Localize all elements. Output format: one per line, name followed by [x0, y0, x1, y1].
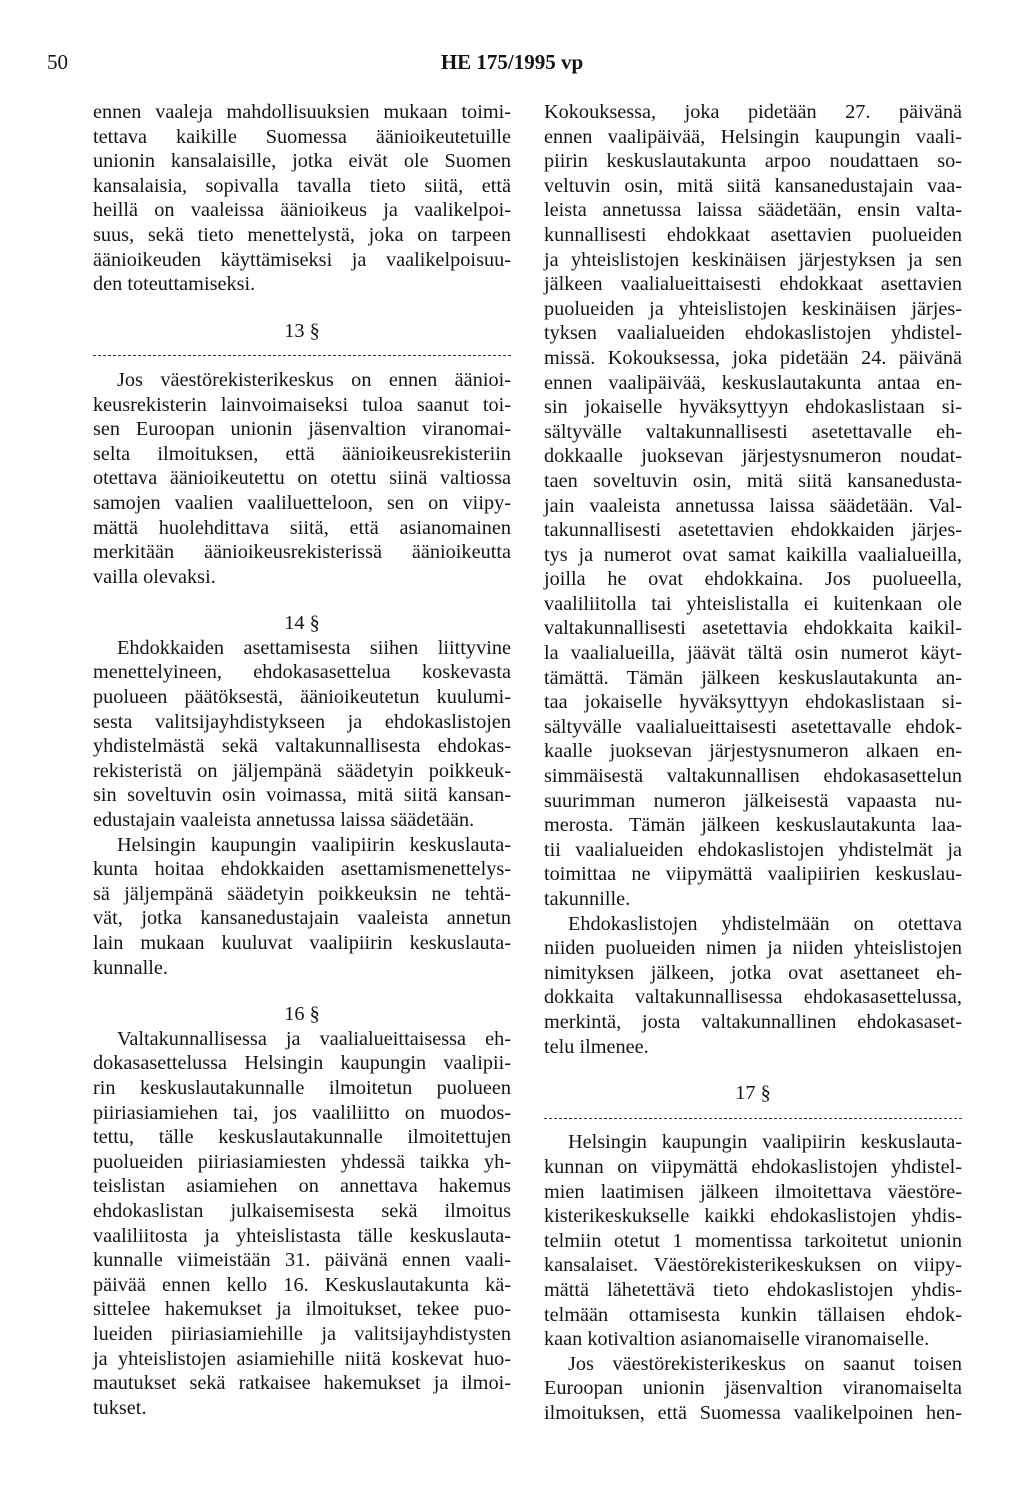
section-14-paragraph-1 — [93, 636, 511, 833]
section-17-heading: 17 § — [735, 1082, 771, 1105]
text-line: telu ilmenee. — [544, 1035, 649, 1058]
text-line: kisterikeskukselle kaikki ehdokaslistojen yhdis- — [544, 1205, 962, 1228]
text-line: tii vaalialueiden ehdokaslistojen yhdistelmät ja — [544, 838, 962, 861]
text-line: yhdistelmästä sekä valtakunnallisesta ehdokas- — [93, 735, 511, 758]
text-line: puolueiden ja yhteislistojen keskinäisen järjes- — [544, 297, 962, 320]
text-line: dokkaalle juoksevan järjestysnumeron noudat- — [544, 445, 962, 468]
text-line: takunnallisesti asetettavien ehdokkaiden järjes- — [544, 519, 962, 542]
text-line: ehdokaslistan julkaisemisesta sekä ilmoitus — [93, 1199, 511, 1222]
text-line: telmään ottamisesta kunkin tällaisen ehdok- — [544, 1303, 962, 1326]
text-line: teislistan asiamiehen on annettava hakemus — [93, 1175, 511, 1198]
section-14-heading: 14 § — [284, 612, 320, 635]
text-line: taa jokaiselle hyväksyttyyn ehdokaslistaan si- — [544, 691, 962, 714]
text-line: takunnille. — [544, 888, 631, 910]
text-line: Helsingin kaupungin vaalipiirin keskuslauta- — [568, 1131, 962, 1154]
text-line: valtakunnallisesti asetettavia ehdokkaita kaikil- — [544, 617, 962, 640]
document-title: HE 175/1995 vp — [440, 50, 584, 74]
text-line: heillä on vaaleissa äänioikeus ja vaalikelpoi- — [93, 199, 511, 222]
text-line: lain mukaan kuuluvat vaalipiirin keskuslauta- — [93, 932, 511, 954]
section-13-text — [93, 368, 511, 589]
section-17-paragraph-1 — [544, 1130, 962, 1351]
text-line: Ehdokaslistojen yhdistelmään on otettava — [568, 912, 962, 935]
text-line: ennen vaaleja mahdollisuuksien mukaan toimi- — [93, 101, 511, 123]
text-line: mättä huolehdittava siitä, että asianomainen — [93, 516, 511, 539]
text-line: tettu, tälle keskuslautakunnalle ilmoitettujen — [93, 1126, 511, 1149]
text-line: kansalaisia, sopivalla tavalla tieto siitä, että — [93, 174, 511, 197]
text-line: sin jokaiselle hyväksyttyyn ehdokaslistaan si- — [544, 396, 962, 419]
text-line: kunta hoitaa ehdokkaiden asettamismenettelys- — [93, 858, 511, 881]
text-line: sesta valitsijayhdistykseen ja ehdokaslistojen — [93, 710, 511, 733]
text-line: merkintä, josta valtakunnallinen ehdokasaset- — [544, 1010, 962, 1033]
text-line: Ehdokkaiden asettamisesta siihen liittyvine — [117, 636, 511, 659]
text-line: tämättä. Tämän jälkeen keskuslautakunta an- — [544, 666, 962, 689]
text-line: tukset. — [93, 1396, 147, 1419]
text-line: suus, sekä tieto menettelystä, joka on tarpeen — [93, 223, 511, 246]
text-line: vailla olevaksi. — [93, 565, 216, 588]
text-line: äänioikeuden käyttämiseksi ja vaalikelpoisuu- — [93, 248, 511, 271]
text-line: Kokouksessa, joka pidetään 27. päivänä — [544, 101, 962, 123]
text-line: selta ilmoituksen, että äänioikeusrekisteriin — [93, 442, 511, 465]
text-line: kunnalle. — [93, 956, 168, 979]
text-line: sä jäljempänä säädetyin poikkeuksin ne tehtä- — [93, 882, 511, 905]
text-line: keusrekisterin lainvoimaiseksi tuloa saanut toi- — [93, 393, 511, 416]
left-column — [93, 100, 511, 1420]
text-line: sittelee hakemukset ja ilmoitukset, tekee puo- — [93, 1298, 511, 1321]
text-line: puolueiden piiriasiamiesten yhdessä taikka yh- — [93, 1150, 511, 1173]
text-line: sin soveltuvin osin voimassa, mitä siitä kansan- — [93, 784, 511, 807]
section-13-heading: 13 § — [284, 319, 320, 342]
text-line: unionin kansalaisille, jotka eivät ole Suomen — [93, 150, 511, 173]
text-line: veltuvin osin, mitä siitä kansanedustajain vaa- — [544, 174, 962, 197]
text-line: dokkaita valtakunnallisessa ehdokasasettelussa, — [544, 986, 962, 1009]
text-line: ja yhteislistojen keskinäisen järjestyksen ja sen — [544, 248, 962, 271]
text-line: piiriasiamiehen tai, jos vaaliliitto on muodos- — [93, 1101, 511, 1124]
section-14-paragraph-2 — [93, 833, 511, 981]
text-line: ja yhteislistojen asiamiehille niitä koskevat huo- — [93, 1347, 511, 1370]
text-line: Jos väestörekisterikeskus on ennen äänioi- — [117, 368, 511, 391]
text-line: sen Euroopan unionin jäsenvaltion viranomai- — [93, 418, 511, 441]
text-line: samojen vaalien vaaliluetteloon, sen on viipy- — [93, 491, 511, 514]
section-17-paragraph-2 — [544, 1352, 962, 1426]
text-line: Jos väestörekisterikeskus on saanut toisen — [568, 1352, 962, 1375]
text-line: merosta. Tämän jälkeen keskuslautakunta laa- — [544, 814, 962, 837]
text-line: taen soveltuvin osin, mitä siitä kansanedusta- — [544, 469, 962, 492]
text-line: Euroopan unionin jäsenvaltion viranomaiselta — [544, 1377, 962, 1400]
omission-dashes — [544, 1106, 962, 1131]
text-line: leista annetussa laissa säädetään, ensin valta- — [544, 199, 962, 222]
text-line: Helsingin kaupungin vaalipiirin keskuslauta- — [117, 833, 511, 856]
text-line: mien laatimisen jälkeen ilmoitettava väestöre- — [544, 1180, 962, 1203]
text-line: Valtakunnallisessa ja vaalialueittaisessa eh- — [117, 1027, 511, 1050]
text-line: kunnallisesti ehdokkaat asettavien puolueiden — [544, 223, 962, 246]
text-line: kaalle juoksevan järjestysnumeron alkaen en- — [544, 740, 962, 763]
text-line: den toteuttamiseksi. — [93, 273, 256, 296]
paragraph-combination — [544, 912, 962, 1060]
text-line: lueiden piiriasiamiehille ja valitsijayhdistysten — [93, 1322, 511, 1345]
text-line: rin keskuslautakunnalle ilmoitetun puolueen — [93, 1076, 511, 1099]
text-line: ennen vaalipäivää, Helsingin kaupungin vaali- — [544, 125, 962, 148]
text-line: rekisteristä on jäljempänä säädetyin poikkeuk- — [93, 759, 511, 782]
text-line: tettava kaikille Suomessa äänioikeutetuille — [93, 125, 511, 148]
omission-dashes — [93, 343, 511, 368]
text-line: vät, jotka kansanedustajain vaaleista annetun — [93, 907, 511, 930]
text-line: otettava äänioikeutettu on otettu siinä valtiossa — [93, 467, 511, 490]
text-line: tyksen vaalialueiden ehdokaslistojen yhdistel- — [544, 322, 962, 345]
text-line: piirin keskuslautakunta arpoo noudattaen so- — [544, 150, 962, 173]
text-line: kansalaiset. Väestörekisterikeskuksen on viipy- — [544, 1254, 962, 1277]
text-line: la vaalialueilla, jäävät tältä osin numerot käyt- — [544, 642, 962, 665]
text-line: puolueen päätöksestä, äänioikeutetun kuulumi- — [93, 686, 511, 709]
text-line: vaaliliitolla tai yhteislistalla ei kuitenkaan ole — [544, 592, 962, 615]
paragraph-meetings — [544, 100, 962, 912]
text-line: ilmoituksen, että Suomessa vaalikelpoinen hen- — [544, 1401, 962, 1424]
text-line: mautukset sekä ratkaisee hakemukset ja ilmoi- — [93, 1372, 511, 1395]
text-line: menettelyineen, ehdokasasettelua koskevasta — [93, 661, 511, 684]
text-line: dokasasettelussa Helsingin kaupungin vaalipii- — [93, 1052, 511, 1075]
text-line: vaaliliitosta ja yhteislistasta tälle keskuslauta- — [93, 1224, 511, 1247]
section-16-heading: 16 § — [284, 1003, 320, 1026]
text-line: sältyvälle vaalialueittaisesti asetettavalle ehdok- — [544, 715, 962, 738]
text-line: niiden puolueiden nimen ja niiden yhteislistojen — [544, 937, 962, 960]
text-line: jälkeen vaalialueittaisesti ehdokkaat asettavien — [544, 273, 962, 296]
page-number: 50 — [47, 50, 68, 74]
text-line: kunnan on viipymättä ehdokaslistojen yhdistel- — [544, 1155, 962, 1178]
text-line: mättä lähetettävä tieto ehdokaslistojen yhdis- — [544, 1278, 962, 1301]
text-line: kaan kotivaltion asianomaiselle viranomaiselle. — [544, 1328, 930, 1351]
text-line: suurimman numeron jälkeisestä vapaasta nu- — [544, 789, 962, 812]
text-line: sältyvälle valtakunnallisesti asetettavalle eh- — [544, 420, 962, 443]
text-line: merkitään äänioikeusrekisterissä äänioikeutta — [93, 541, 511, 564]
text-line: tys ja numerot ovat samat kaikilla vaalialueilla, — [544, 543, 962, 566]
section-16-text — [93, 1027, 511, 1421]
text-line: joilla he ovat ehdokkaina. Jos puolueella, — [544, 568, 962, 591]
text-line: jain vaaleista annetussa laissa säädetään. Val- — [544, 494, 962, 517]
text-line: ennen vaalipäivää, keskuslautakunta antaa en- — [544, 371, 962, 394]
text-line: kunnalle viimeistään 31. päivänä ennen vaali- — [93, 1249, 511, 1272]
text-line: päivää ennen kello 16. Keskuslautakunta kä- — [93, 1273, 511, 1296]
right-column — [544, 100, 962, 1425]
text-line: nimityksen jälkeen, jotka ovat asettaneet eh- — [544, 961, 962, 984]
text-line: missä. Kokouksessa, joka pidetään 24. päivänä — [544, 346, 962, 369]
text-line: edustajain vaaleista annetussa laissa säädetään. — [93, 809, 475, 832]
text-line: toimittaa ne viipymättä vaalipiirien keskuslau- — [544, 863, 962, 886]
paragraph-intro — [93, 100, 511, 297]
text-line: simmäisestä valtakunnallisen ehdokasasettelun — [544, 765, 962, 788]
text-line: telmiin otetut 1 momentissa tarkoitetut unionin — [544, 1229, 962, 1252]
